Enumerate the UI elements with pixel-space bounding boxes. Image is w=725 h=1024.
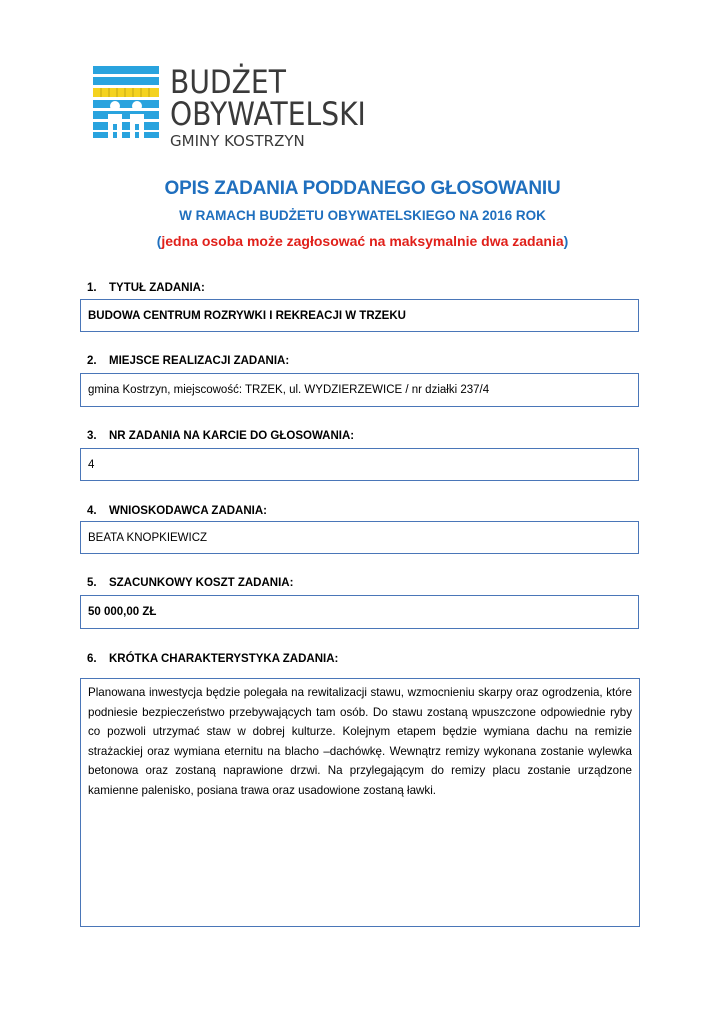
estimated-cost-field: 50 000,00 ZŁ [80, 595, 639, 629]
logo-title-line1: BUDŻET [170, 63, 286, 101]
page-title: OPIS ZADANIA PODDANEGO GŁOSOWANIU [164, 178, 561, 199]
note-close-paren: ) [563, 233, 569, 249]
logo-text [170, 63, 393, 150]
page-subtitle: W RAMACH BUDŻETU OBYWATELSKIEGO NA 2016 ROK [179, 208, 546, 223]
note-text: jedna osoba może zagłosować na maksymalnie dwa zadania [161, 233, 564, 249]
section-label-applicant: 4. WNIOSKODAWCA ZADANIA: [87, 505, 268, 517]
section-label-cost: 5. SZACUNKOWY KOSZT ZADANIA: [87, 577, 294, 589]
voting-note [0, 233, 725, 249]
section-label-title: 1. TYTUŁ ZADANIA: [87, 282, 205, 294]
section-label-description: 6. KRÓTKA CHARAKTERYSTYKA ZADANIA: [87, 653, 339, 665]
logo-title-line2: OBYWATELSKI [170, 95, 366, 133]
note-open-paren: ( [156, 233, 162, 249]
section-label-ballot-number: 3. NR ZADANIA NA KARCIE DO GŁOSOWANIA: [87, 430, 355, 442]
ballot-number-field: 4 [80, 448, 639, 481]
applicant-field: BEATA KNOPKIEWICZ [80, 521, 639, 554]
task-description-field: Planowana inwestycja będzie polegała na rewitalizacji stawu, wzmocnieniu skarpy oraz ogrodzenia, które podniesie bezpieczeństwo przebywających tam osób. Do stawu zostaną wpuszczone odpowiednie ryby co pozwoli utrzymać staw w dobrej kulturze. Kolejnym etapem będzie wymiana dachu na remizie strażackiej oraz wymiana eternitu na blacho –dachówkę. Wewnątrz remizy wykonana zostanie wylewka betonowa oraz zostaną naprawione drzwi. Na przylegającym do remizy placu zostanie urządzone kamienne palenisko, posiana trawa oraz usadowione zostaną ławki. [80, 678, 640, 927]
budget-logo-icon [93, 66, 159, 138]
task-title-field: BUDOWA CENTRUM ROZRYWKI I REKREACJI W TRZEKU [80, 299, 639, 332]
section-label-location: 2. MIEJSCE REALIZACJI ZADANIA: [87, 355, 290, 367]
logo [93, 63, 393, 150]
task-location-field: gmina Kostrzyn, miejscowość: TRZEK, ul. WYDZIERZEWICE / nr działki 237/4 [80, 373, 639, 407]
logo-subtitle: GMINY KOSTRZYN [170, 132, 305, 150]
